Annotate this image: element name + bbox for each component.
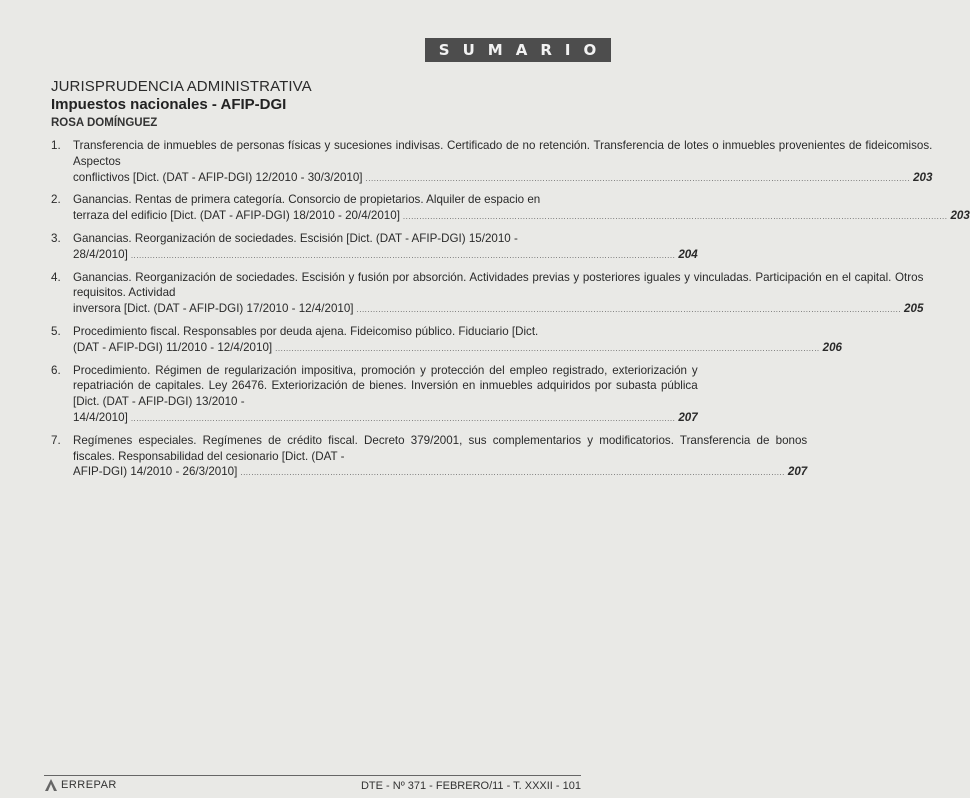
entry-text: Procedimiento. Régimen de regularización impositiva, promoción y protección del empleo registrado, exteriorización y repatriación de capitales. Ley 26476. Exteriorización de bienes. Inversión en inmuebles adquiridos por subasta pública [Dict. (DAT - AFIP-DGI) 13/2010 - [73, 363, 698, 409]
subsection-title: Impuestos nacionales - AFIP-DGI [51, 96, 287, 113]
leader-dots: ........................................................................................................................................................................................................ [275, 343, 820, 353]
entry-number: 5. [51, 324, 61, 338]
entry-number: 6. [51, 363, 61, 377]
entry-page[interactable]: 203 [913, 170, 933, 184]
entry-page[interactable]: 207 [678, 410, 698, 424]
entry-number: 7. [51, 433, 61, 447]
leader-dots: ........................................................................................................................................................................................................ [130, 413, 676, 423]
list-item[interactable] [51, 433, 808, 481]
entry-page[interactable]: 204 [678, 247, 698, 261]
publisher-logo [44, 778, 117, 792]
entry-text: Regímenes especiales. Regímenes de crédito fiscal. Decreto 379/2001, sus complementarios y modificatorios. Transferencia de bonos fiscales. Responsabilidad del cesionario [Dict. (DAT - [73, 433, 808, 463]
footer-reference: DTE - Nº 371 - FEBRERO/11 - T. XXXII - 101 [360, 780, 581, 792]
section-title: JURISPRUDENCIA ADMINISTRATIVA [51, 78, 312, 95]
list-item[interactable] [51, 363, 698, 427]
leader-dots: ........................................................................................................................................................................................................ [356, 305, 902, 315]
leader-dots: ........................................................................................................................................................................................................ [130, 250, 676, 260]
list-item[interactable] [51, 324, 842, 357]
sumario-banner: SUMARIO [425, 38, 611, 62]
leader-dots: ........................................................................................................................................................................................................ [240, 468, 785, 478]
entry-page[interactable]: 206 [822, 340, 842, 354]
entry-text-last: 14/4/2010] [73, 410, 128, 424]
footer-divider [44, 775, 581, 776]
entry-text: Ganancias. Rentas de primera categoría. Consorcio de propietarios. Alquiler de espacio en [73, 193, 541, 207]
entry-page[interactable]: 207 [787, 465, 808, 479]
entry-text: Transferencia de inmuebles de personas físicas y sucesiones indivisas. Certificado de no retención. Transferencia de lotes o inmuebles provenientes de fideicomisos. Aspectos [73, 139, 933, 168]
entry-text-last: AFIP-DGI) 14/2010 - 26/3/2010] [73, 465, 238, 479]
entry-text-last: 28/4/2010] [73, 247, 128, 261]
entry-page[interactable]: 203 [950, 209, 970, 223]
author-name: ROSA DOMÍNGUEZ [51, 117, 158, 129]
section-header [51, 78, 312, 131]
errepar-logo-icon [44, 778, 58, 792]
entry-number: 1. [51, 139, 61, 152]
leader-dots: ........................................................................................................................................................................................................ [402, 212, 948, 222]
list-item[interactable] [51, 192, 970, 225]
list-item[interactable] [51, 270, 924, 318]
entry-text: Ganancias. Reorganización de sociedades. Escisión [Dict. (DAT - AFIP-DGI) 15/2010 - [73, 231, 518, 245]
logo-text: ERREPAR [61, 779, 117, 791]
entry-number: 4. [51, 270, 61, 284]
entry-text-last: conflictivos [Dict. (DAT - AFIP-DGI) 12/2010 - 30/3/2010] [73, 170, 363, 184]
list-item[interactable] [51, 231, 698, 264]
entry-number: 3. [51, 231, 61, 245]
list-item[interactable] [51, 138, 933, 186]
entry-text: Procedimiento fiscal. Responsables por deuda ajena. Fideicomiso público. Fiduciario [Dict. [73, 324, 539, 338]
entry-text: Ganancias. Reorganización de sociedades. Escisión y fusión por absorción. Actividades previas y posteriores iguales y vinculadas. Participación en el capital. Otros requisitos. Actividad [73, 270, 924, 300]
entry-page[interactable]: 205 [904, 302, 924, 316]
entry-text-last: terraza del edificio [Dict. (DAT - AFIP-DGI) 18/2010 - 20/4/2010] [73, 209, 400, 223]
entries-list [51, 138, 970, 487]
entry-text-last: inversora [Dict. (DAT - AFIP-DGI) 17/2010 - 12/4/2010] [73, 302, 354, 316]
entry-text-last: (DAT - AFIP-DGI) 11/2010 - 12/4/2010] [73, 340, 273, 354]
entry-number: 2. [51, 193, 61, 207]
leader-dots: ........................................................................................................................................................................................................ [365, 173, 911, 183]
